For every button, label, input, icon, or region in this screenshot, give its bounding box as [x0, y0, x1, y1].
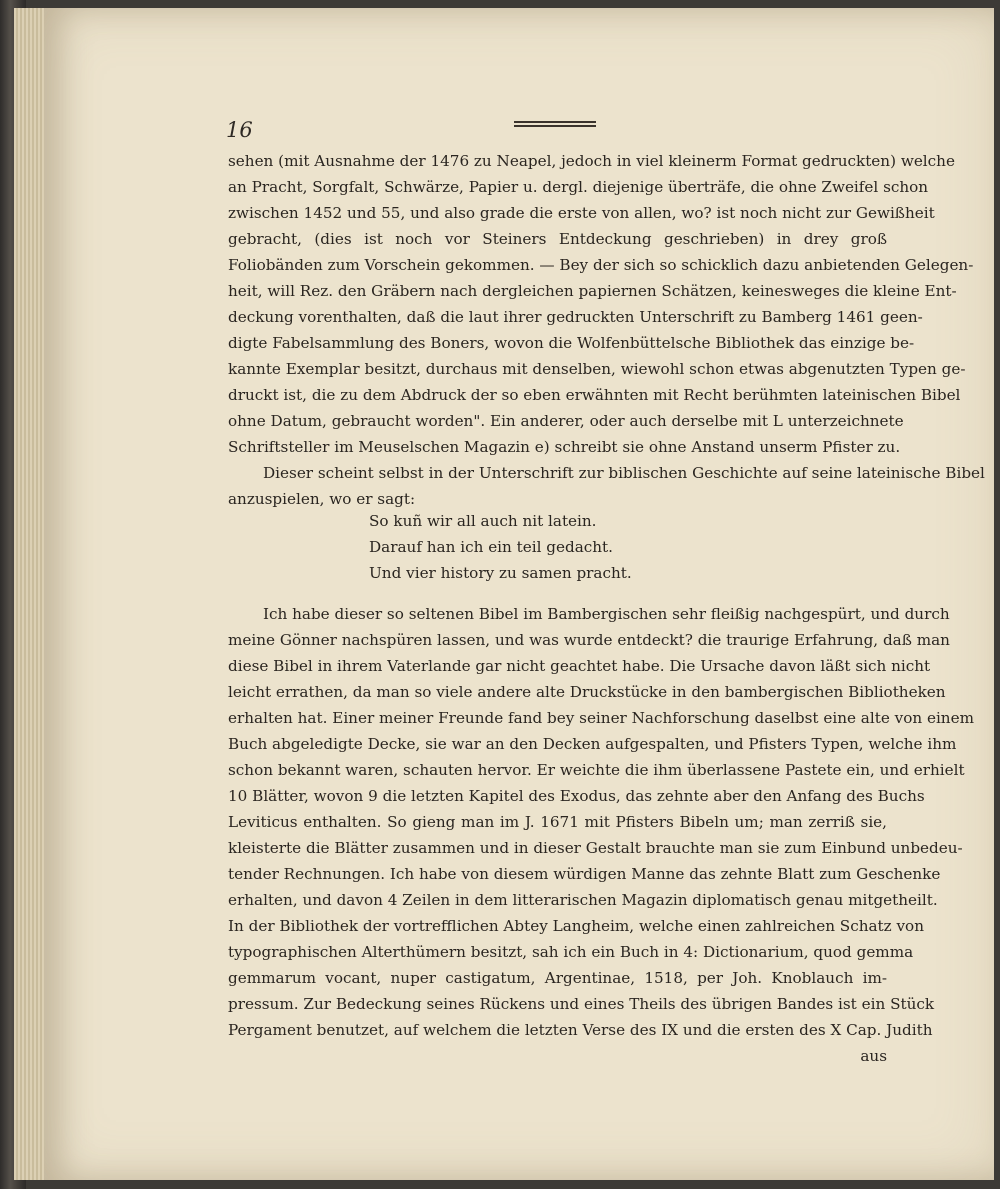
- verse-line: So kuñ wir all auch nit latein.: [369, 512, 597, 530]
- text-line: schon bekannt waren, schauten hervor. Er weichte die ihm überlassene Pastete ein, und erhielt: [228, 761, 965, 779]
- text-line: ohne Datum, gebraucht worden". Ein anderer, oder auch derselbe mit L unterzeichnete: [228, 412, 904, 430]
- text-line: leicht errathen, da man so viele andere alte Druckstücke in den bambergischen Bibliotheken: [228, 683, 946, 701]
- text-line: Dieser scheint selbst in der Unterschrift zur biblischen Geschichte auf seine lateinische Bibel: [263, 464, 985, 482]
- text-line: gebracht, (dies ist noch vor Steiners Entdeckung geschrieben) in drey groß: [228, 230, 887, 248]
- page-number: 16: [226, 118, 253, 142]
- text-line: In der Bibliothek der vortrefflichen Abtey Langheim, welche einen zahlreichen Schatz von: [228, 917, 924, 935]
- text-line: Schriftsteller im Meuselschen Magazin e) schreibt sie ohne Anstand unserm Pfister zu.: [228, 438, 901, 456]
- text-line: Pergament benutzet, auf welchem die letzten Verse des IX und die ersten des X Cap. Judith: [228, 1021, 933, 1039]
- text-line: 10 Blätter, wovon 9 die letzten Kapitel des Exodus, das zehnte aber den Anfang des Buchs: [228, 787, 925, 805]
- text-line: diese Bibel in ihrem Vaterlande gar nicht geachtet habe. Die Ursache davon läßt sich nicht: [228, 657, 931, 675]
- text-line: Leviticus enthalten. So gieng man im J. 1671 mit Pfisters Bibeln um; man zerriß sie,: [228, 813, 887, 831]
- text-line: druckt ist, die zu dem Abdruck der so eben erwähnten mit Recht berühmten lateinischen Bibel: [228, 386, 961, 404]
- text-line: Buch abgeledigte Decke, sie war an den Decken aufgespalten, und Pfisters Typen, welche ihm: [228, 735, 957, 753]
- text-line: pressum. Zur Bedeckung seines Rückens und eines Theils des übrigen Bandes ist ein Stück: [228, 995, 935, 1013]
- text-line: sehen (mit Ausnahme der 1476 zu Neapel, jedoch in viel kleinerm Format gedruckten) welche: [228, 152, 955, 170]
- text-line: an Pracht, Sorgfalt, Schwärze, Papier u. dergl. diejenige überträfe, die ohne Zweifel schon: [228, 178, 929, 196]
- text-line: heit, will Rez. den Gräbern nach dergleichen papiernen Schätzen, keinesweges die kleine Ent-: [228, 282, 957, 300]
- text-line: tender Rechnungen. Ich habe von diesem würdigen Manne das zehnte Blatt zum Geschenke: [228, 865, 941, 883]
- text-line: deckung vorenthalten, daß die laut ihrer gedruckten Unterschrift zu Bamberg 1461 geen-: [228, 308, 923, 326]
- text-line: erhalten, und davon 4 Zeilen in dem litterarischen Magazin diplomatisch genau mitgetheilt.: [228, 891, 938, 909]
- verse-line: Darauf han ich ein teil gedacht.: [369, 538, 613, 556]
- text-line: kleisterte die Blätter zusammen und in dieser Gestalt brauchte man sie zum Einbund unbedeu-: [228, 839, 963, 857]
- catchword: aus: [860, 1047, 887, 1065]
- text-line: kannte Exemplar besitzt, durchaus mit denselben, wiewohl schon etwas abgenutzten Typen ge-: [228, 360, 966, 378]
- text-line: Foliobänden zum Vorschein gekommen. — Bey der sich so schicklich dazu anbietenden Gelegen-: [228, 256, 974, 274]
- text-line: anzuspielen, wo er sagt:: [228, 490, 416, 508]
- text-line: gemmarum vocant, nuper castigatum, Argentinae, 1518, per Joh. Knoblauch im-: [228, 969, 887, 987]
- text-line: digte Fabelsammlung des Boners, wovon die Wolfenbüttelsche Bibliothek das einzige be-: [228, 334, 915, 352]
- text-line: Ich habe dieser so seltenen Bibel im Bambergischen sehr fleißig nachgespürt, und durch: [263, 605, 950, 623]
- text-line: erhalten hat. Einer meiner Freunde fand bey seiner Nachforschung daselbst eine alte von einem: [228, 709, 974, 727]
- header-rule: [514, 121, 596, 129]
- text-line: meine Gönner nachspüren lassen, und was wurde entdeckt? die traurige Erfahrung, daß man: [228, 631, 950, 649]
- text-line: zwischen 1452 und 55, und also grade die erste von allen, wo? ist noch nicht zur Gewißheit: [228, 204, 935, 222]
- verse-line: Und vier history zu samen pracht.: [369, 564, 632, 582]
- text-line: typographischen Alterthümern besitzt, sah ich ein Buch in 4: Dictionarium, quod gemma: [228, 943, 914, 961]
